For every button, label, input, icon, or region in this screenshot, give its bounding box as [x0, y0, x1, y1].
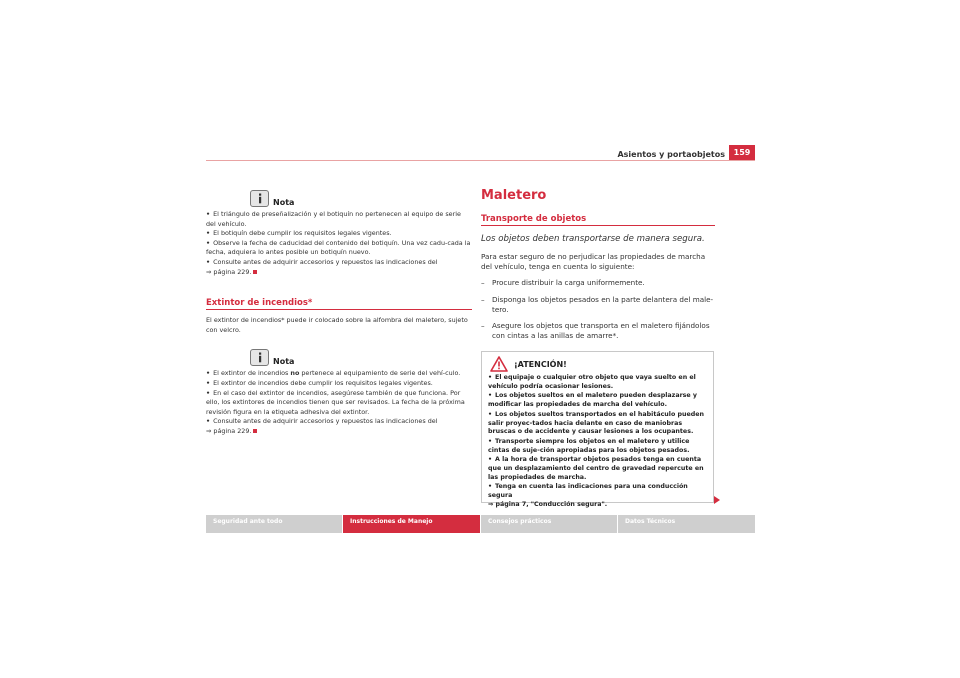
list-item: • El extintor de incendios debe cumplir los requisitos legales vigentes.: [206, 378, 433, 387]
section-heading: Extintor de incendios*: [206, 298, 472, 310]
end-marker-icon: [253, 429, 257, 433]
list-item: • El equipaje o cualquier otro objeto que vaya suelto en el vehículo podría ocasionar lesiones.: [488, 374, 696, 390]
page-reference-link[interactable]: ⇒ página 229.: [206, 426, 252, 435]
page-reference-link[interactable]: ⇒ página 229.: [206, 267, 252, 276]
warning-header: [482, 352, 713, 372]
tab-seguridad[interactable]: Seguridad ante todo: [206, 515, 342, 533]
list-item: • Los objetos sueltos transportados en el habitáculo pueden salir proyec-tados hacia delante en caso de maniobras bruscas o de accidente y causar lesiones a los ocupantes.: [488, 410, 704, 436]
page-title: Maletero: [481, 188, 547, 203]
warning-box: [481, 351, 714, 508]
end-marker-icon: [253, 270, 257, 274]
list-item: • Consulte antes de adquirir accesorios y repuestos las indicaciones del ⇒ página 229.: [206, 417, 438, 435]
section-subtitle: Los objetos deben transportarse de manera segura.: [481, 234, 705, 244]
note-icon: [250, 349, 269, 366]
intro-paragraph: Para estar seguro de no perjudicar las propiedades de marcha del vehículo, tenga en cuenta lo siguiente:: [481, 252, 706, 272]
header-rule: [206, 160, 755, 161]
list-item: • En el caso del extintor de incendios, asegúrese también de que funciona. Por ello, los extintores de incendios tienen que ser revisados. La fecha de la próxima revisión figura en la etiqueta adhesiva del extintor.: [206, 388, 465, 416]
list-item: • El extintor de incendios no pertenece al equipamiento de serie del vehí-culo.: [206, 369, 461, 378]
list-item: • A la hora de transportar objetos pesados tenga en cuenta que un desplazamiento del centro de gravedad repercute en las propiedades de marcha.: [488, 456, 704, 481]
left-column: [206, 190, 472, 437]
list-item: • Tenga en cuenta las indicaciones para una conducción segura ⇒ página 7, "Conducción segura".: [488, 483, 688, 508]
list-item: • Observe la fecha de caducidad del contenido del botiquín. Una vez cadu-cada la fecha, adquiera lo antes posible un botiquín nuevo.: [206, 238, 471, 257]
warning-title: ¡ATENCIÓN!: [514, 359, 567, 369]
note-icon: [250, 190, 269, 207]
list-item: • El triángulo de preseñalización y el botiquín no pertenecen al equipo de serie del vehículo.: [206, 210, 461, 228]
header-title: Asientos y portaobjetos: [617, 150, 725, 159]
page-number: 159: [729, 145, 755, 161]
list-item: – Disponga los objetos pesados en la parte delantera del male-tero.: [481, 294, 714, 314]
warning-icon: [490, 356, 508, 372]
list-item: – Procure distribuir la carga uniformemente.: [481, 278, 645, 288]
section-heading: Transporte de objetos: [481, 214, 715, 226]
tab-consejos[interactable]: Consejos prácticos: [481, 515, 617, 533]
note-list: [206, 369, 472, 436]
page-reference-link[interactable]: ⇒ página 7, "Conducción segura".: [488, 500, 608, 508]
extinguisher-body: El extintor de incendios* puede ir colocado sobre la alfombra del maletero, sujeto con velcro.: [206, 316, 468, 334]
note-title: Nota: [273, 357, 295, 367]
list-item: • Transporte siempre los objetos en el maletero y utilice cintas de suje-ción apropiadas para los objetos pesados.: [488, 437, 690, 454]
list-item: • Los objetos sueltos en el maletero pueden desplazarse y modificar las propiedades de marcha del vehículo.: [488, 392, 697, 409]
tab-datos-tecnicos[interactable]: Datos Técnicos: [618, 515, 755, 533]
note-header: [250, 190, 472, 207]
note-header: [250, 349, 472, 366]
note-title: Nota: [273, 198, 295, 207]
note-list: [206, 210, 472, 277]
list-item: – Asegure los objetos que transporta en el maletero fijándolos con cintas a las anillas de amarre*.: [481, 321, 710, 341]
continue-arrow-icon: [714, 496, 720, 504]
tab-instrucciones[interactable]: Instrucciones de Manejo: [343, 515, 480, 533]
warning-list: [482, 372, 713, 510]
list-item: • Consulte antes de adquirir accesorios y repuestos las indicaciones del ⇒ página 229.: [206, 257, 438, 276]
list-item: • El botiquín debe cumplir los requisitos legales vigentes.: [206, 229, 392, 238]
right-column: [481, 188, 715, 341]
